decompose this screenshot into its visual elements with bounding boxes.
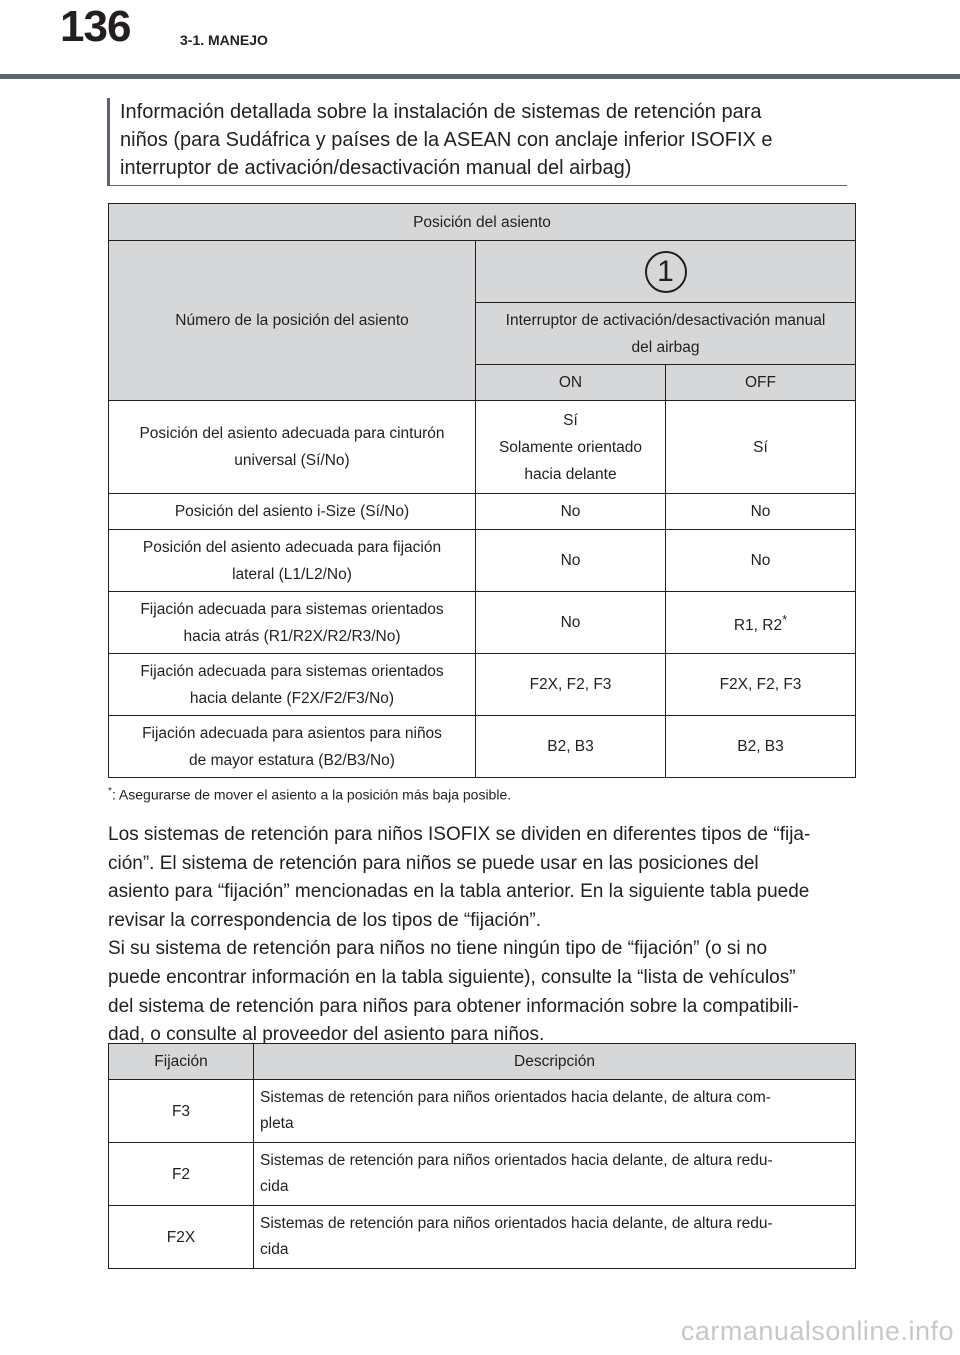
body-line: asiento para “fijación” mencionadas en la tabla anterior. En la siguiente tabla puede: [108, 881, 810, 903]
on-value: No: [476, 530, 666, 592]
airbag-switch-line: Interruptor de activación/desactivación manual: [505, 311, 826, 329]
seat-number-label: Número de la posición del asiento: [109, 241, 476, 401]
row-label-line: hacia delante (F2X/F2/F3/No): [189, 689, 395, 707]
description-line: cida: [260, 1178, 289, 1195]
description-line: Sistemas de retención para niños orientados hacia delante, de altura redu-: [260, 1152, 773, 1169]
on-value: No: [476, 592, 666, 654]
off-value: No: [666, 494, 856, 530]
page-number: 136: [60, 2, 131, 51]
on-value-line: Solamente orientado: [498, 438, 643, 456]
body-line: dad, o consulte al proveedor del asiento para niños.: [108, 1024, 545, 1046]
fixation-code: F2: [109, 1143, 254, 1206]
off-value-text: R1, R2: [733, 617, 783, 635]
row-label-line: Fijación adecuada para sistemas orientados: [140, 662, 444, 680]
description-line: cida: [260, 1241, 289, 1258]
row-label-line: Posición del asiento adecuada para cinturón: [139, 425, 445, 442]
fixation-description: [254, 1143, 856, 1206]
row-label-line: Posición del asiento adecuada para fijación: [142, 538, 442, 556]
body-line: puede encontrar información en la tabla siguiente), consulte la “lista de vehículos”: [108, 966, 796, 988]
on-value-line: Sí: [563, 411, 578, 429]
off-value: Sí: [666, 401, 856, 494]
off-value: F2X, F2, F3: [666, 654, 856, 716]
body-paragraph: [108, 821, 853, 1050]
off-header: OFF: [666, 365, 856, 401]
heading-line: Información detallada sobre la instalación de sistemas de retención para: [120, 101, 762, 123]
off-value: B2, B3: [666, 716, 856, 778]
row-label: [109, 716, 476, 778]
row-label: [109, 592, 476, 654]
section-heading: [107, 98, 847, 186]
fixation-description: [254, 1080, 856, 1143]
fixation-description: [254, 1206, 856, 1269]
body-line: Si su sistema de retención para niños no tiene ningún tipo de “fijación” (o si no: [108, 938, 768, 960]
off-value: No: [666, 530, 856, 592]
row-label-line: lateral (L1/L2/No): [232, 565, 352, 583]
on-value: [476, 401, 666, 494]
heading-line: interruptor de activación/desactivación manual del airbag): [120, 157, 632, 179]
description-header: Descripción: [254, 1044, 856, 1080]
body-line: revisar la correspondencia de los tipos de “fijación”.: [108, 909, 541, 931]
row-label-line: Fijación adecuada para asientos para niños: [142, 724, 442, 742]
heading-line: niños (para Sudáfrica y países de la ASEAN con anclaje inferior ISOFIX e: [120, 129, 773, 151]
page-header: [0, 0, 960, 80]
body-line: ción”. El sistema de retención para niños se puede usar en las posiciones del: [108, 852, 759, 874]
on-value: No: [476, 494, 666, 530]
footnote-text: : Asegurarse de mover el asiento a la posición más baja posible.: [111, 786, 512, 803]
section-title: 3-1. MANEJO: [180, 32, 268, 48]
row-label-line: hacia atrás (R1/R2X/R2/R3/No): [183, 627, 401, 645]
row-label-line: de mayor estatura (B2/B3/No): [189, 751, 395, 769]
body-line: Los sistemas de retención para niños ISOFIX se dividen en diferentes tipos de “fija-: [108, 824, 811, 845]
description-line: pleta: [260, 1115, 294, 1132]
body-line: del sistema de retención para niños para obtener información sobre la compatibili-: [108, 995, 799, 1017]
off-value: [666, 592, 856, 654]
footnote: [108, 786, 511, 803]
on-header: ON: [476, 365, 666, 401]
seat-position-table: [108, 203, 856, 778]
table-title: Posición del asiento: [109, 204, 856, 241]
on-value: F2X, F2, F3: [476, 654, 666, 716]
row-label: [109, 530, 476, 592]
header-rule: [0, 74, 960, 79]
seat-number-badge: 1: [645, 251, 687, 293]
fixation-code: F3: [109, 1080, 254, 1143]
on-value: B2, B3: [476, 716, 666, 778]
fixation-header: Fijación: [109, 1044, 254, 1080]
row-label: Posición del asiento i-Size (Sí/No): [109, 494, 476, 530]
on-value-line: hacia delante: [524, 465, 617, 483]
footnote-marker: *: [782, 611, 788, 627]
watermark: carmanualsonline.info: [680, 1316, 954, 1346]
airbag-switch-header: [476, 303, 856, 365]
airbag-switch-line: del airbag: [631, 338, 700, 356]
footnote-mark: *: [108, 786, 112, 797]
description-line: Sistemas de retención para niños orientados hacia delante, de altura redu-: [260, 1215, 773, 1232]
row-label-line: universal (Sí/No): [234, 452, 350, 469]
row-label: [109, 401, 476, 494]
fixation-code: F2X: [109, 1206, 254, 1269]
description-line: Sistemas de retención para niños orientados hacia delante, de altura com-: [260, 1089, 771, 1106]
row-label: [109, 654, 476, 716]
row-label-line: Fijación adecuada para sistemas orientados: [140, 600, 444, 618]
seat-number-cell: [476, 241, 856, 303]
fixation-table: [108, 1043, 856, 1269]
